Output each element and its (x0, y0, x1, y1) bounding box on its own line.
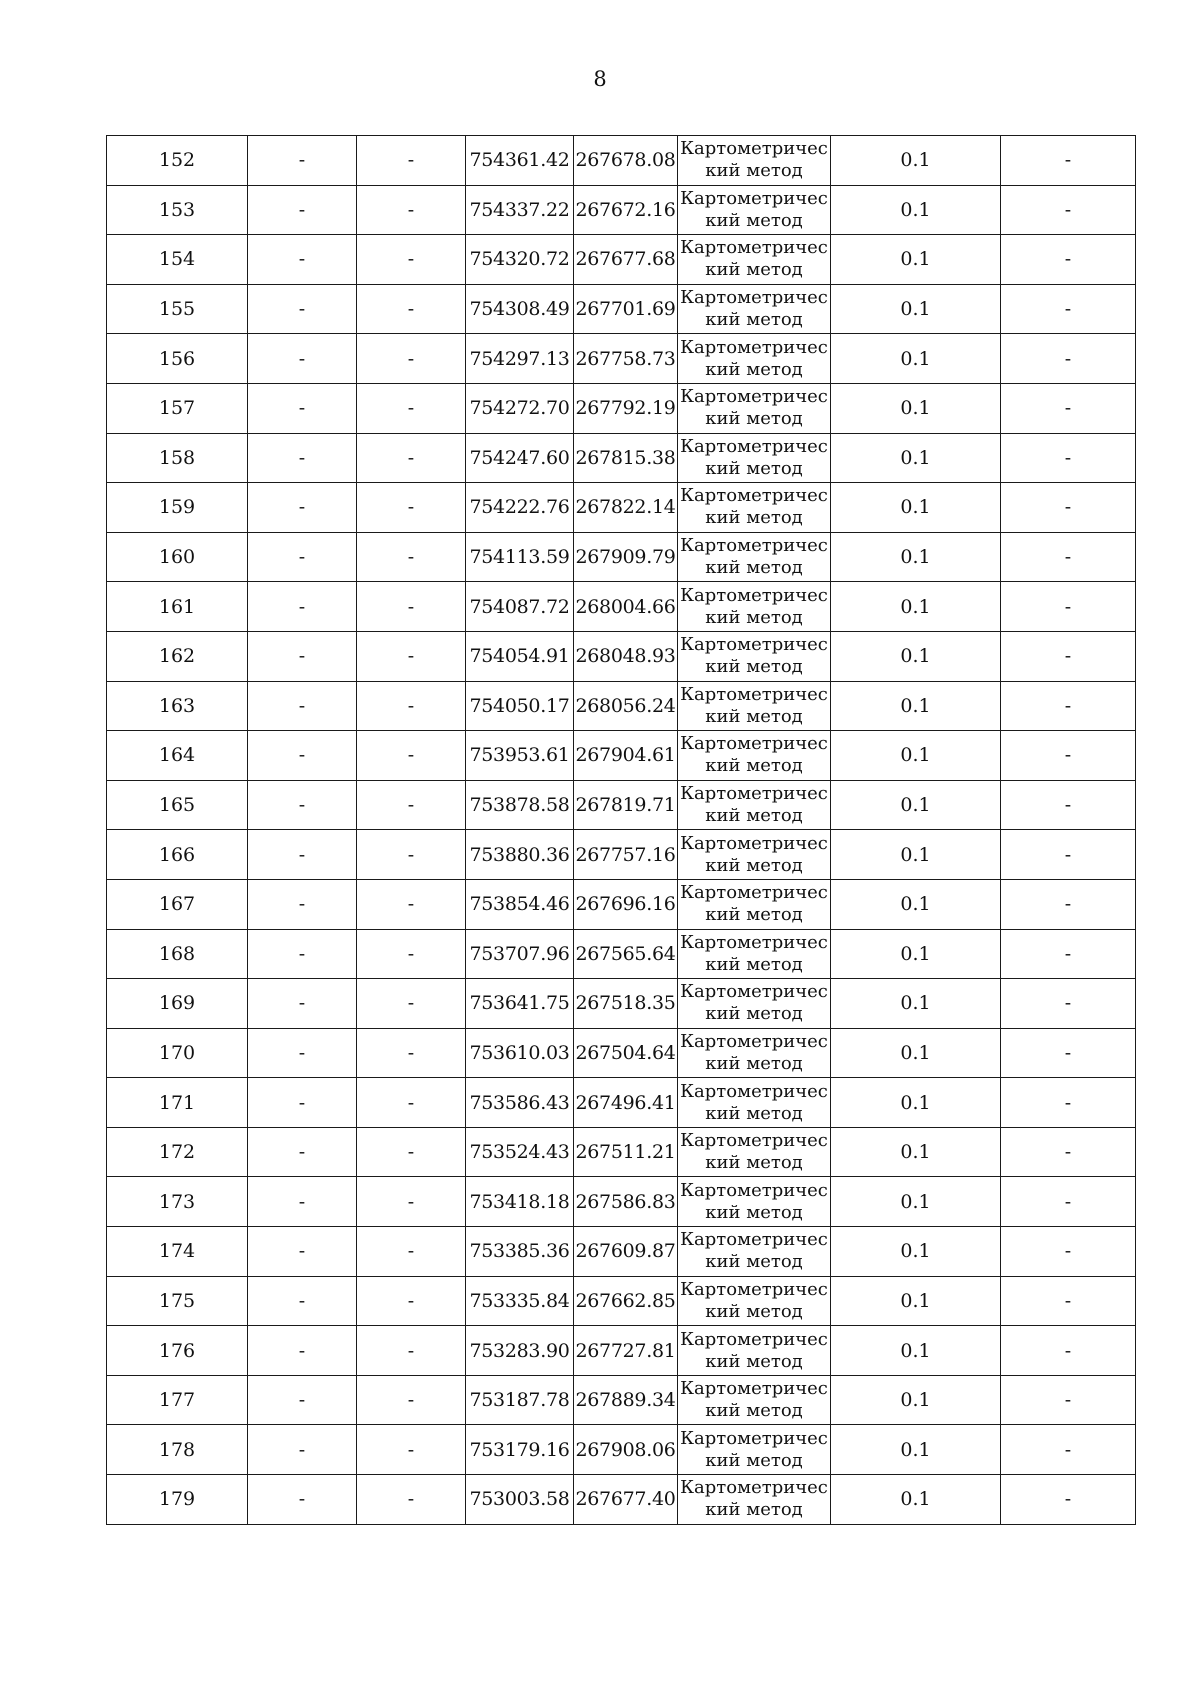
empty-value-cell: - (357, 235, 466, 285)
point-number-cell: 153 (107, 185, 248, 235)
accuracy-cell: 0.1 (831, 879, 1001, 929)
x-coordinate-cell: 753283.90 (466, 1326, 574, 1376)
x-coordinate-cell: 753878.58 (466, 780, 574, 830)
accuracy-cell: 0.1 (831, 1326, 1001, 1376)
x-coordinate-cell: 753003.58 (466, 1475, 574, 1525)
empty-value-cell: - (1001, 1078, 1136, 1128)
empty-value-cell: - (248, 1375, 357, 1425)
point-number-cell: 165 (107, 780, 248, 830)
method-cell: Картометрический метод (678, 1276, 831, 1326)
empty-value-cell: - (1001, 1475, 1136, 1525)
point-number-cell: 154 (107, 235, 248, 285)
method-cell: Картометрический метод (678, 284, 831, 334)
empty-value-cell: - (357, 1276, 466, 1326)
x-coordinate-cell: 753335.84 (466, 1276, 574, 1326)
empty-value-cell: - (248, 334, 357, 384)
point-number-cell: 166 (107, 830, 248, 880)
empty-value-cell: - (248, 1078, 357, 1128)
empty-value-cell: - (248, 532, 357, 582)
y-coordinate-cell: 267908.06 (574, 1425, 678, 1475)
method-cell: Картометрический метод (678, 929, 831, 979)
empty-value-cell: - (357, 185, 466, 235)
empty-value-cell: - (248, 1127, 357, 1177)
point-number-cell: 177 (107, 1375, 248, 1425)
empty-value-cell: - (357, 1078, 466, 1128)
x-coordinate-cell: 753586.43 (466, 1078, 574, 1128)
y-coordinate-cell: 267696.16 (574, 879, 678, 929)
accuracy-cell: 0.1 (831, 433, 1001, 483)
empty-value-cell: - (248, 1475, 357, 1525)
accuracy-cell: 0.1 (831, 235, 1001, 285)
accuracy-cell: 0.1 (831, 1276, 1001, 1326)
point-number-cell: 162 (107, 631, 248, 681)
empty-value-cell: - (1001, 235, 1136, 285)
method-cell: Картометрический метод (678, 1326, 831, 1376)
point-number-cell: 156 (107, 334, 248, 384)
x-coordinate-cell: 754308.49 (466, 284, 574, 334)
method-cell: Картометрический метод (678, 631, 831, 681)
table-row (107, 731, 1136, 781)
empty-value-cell: - (1001, 532, 1136, 582)
point-number-cell: 175 (107, 1276, 248, 1326)
point-number-cell: 152 (107, 136, 248, 186)
accuracy-cell: 0.1 (831, 1078, 1001, 1128)
accuracy-cell: 0.1 (831, 979, 1001, 1029)
empty-value-cell: - (1001, 483, 1136, 533)
accuracy-cell: 0.1 (831, 830, 1001, 880)
method-cell: Картометрический метод (678, 681, 831, 731)
empty-value-cell: - (357, 136, 466, 186)
accuracy-cell: 0.1 (831, 1177, 1001, 1227)
y-coordinate-cell: 267518.35 (574, 979, 678, 1029)
accuracy-cell: 0.1 (831, 284, 1001, 334)
point-number-cell: 172 (107, 1127, 248, 1177)
empty-value-cell: - (357, 1425, 466, 1475)
point-number-cell: 163 (107, 681, 248, 731)
table-row (107, 334, 1136, 384)
x-coordinate-cell: 753179.16 (466, 1425, 574, 1475)
method-cell: Картометрический метод (678, 136, 831, 186)
x-coordinate-cell: 754361.42 (466, 136, 574, 186)
point-number-cell: 178 (107, 1425, 248, 1475)
table-row (107, 1326, 1136, 1376)
empty-value-cell: - (248, 1326, 357, 1376)
table-row (107, 681, 1136, 731)
empty-value-cell: - (248, 1177, 357, 1227)
x-coordinate-cell: 754222.76 (466, 483, 574, 533)
empty-value-cell: - (357, 731, 466, 781)
empty-value-cell: - (1001, 1375, 1136, 1425)
empty-value-cell: - (1001, 929, 1136, 979)
accuracy-cell: 0.1 (831, 1475, 1001, 1525)
empty-value-cell: - (248, 1028, 357, 1078)
table-row (107, 582, 1136, 632)
empty-value-cell: - (357, 1475, 466, 1525)
empty-value-cell: - (1001, 383, 1136, 433)
point-number-cell: 169 (107, 979, 248, 1029)
accuracy-cell: 0.1 (831, 1425, 1001, 1475)
page-number: 8 (593, 67, 607, 91)
x-coordinate-cell: 754087.72 (466, 582, 574, 632)
y-coordinate-cell: 267609.87 (574, 1227, 678, 1277)
empty-value-cell: - (248, 731, 357, 781)
empty-value-cell: - (357, 631, 466, 681)
accuracy-cell: 0.1 (831, 582, 1001, 632)
accuracy-cell: 0.1 (831, 681, 1001, 731)
empty-value-cell: - (357, 1375, 466, 1425)
empty-value-cell: - (1001, 284, 1136, 334)
empty-value-cell: - (248, 780, 357, 830)
table-row (107, 235, 1136, 285)
empty-value-cell: - (1001, 1127, 1136, 1177)
table-row (107, 284, 1136, 334)
y-coordinate-cell: 267677.68 (574, 235, 678, 285)
y-coordinate-cell: 268048.93 (574, 631, 678, 681)
empty-value-cell: - (1001, 681, 1136, 731)
method-cell: Картометрический метод (678, 780, 831, 830)
empty-value-cell: - (357, 433, 466, 483)
x-coordinate-cell: 753953.61 (466, 731, 574, 781)
y-coordinate-cell: 267904.61 (574, 731, 678, 781)
table-row (107, 979, 1136, 1029)
table-row (107, 1276, 1136, 1326)
method-cell: Картометрический метод (678, 582, 831, 632)
x-coordinate-cell: 754113.59 (466, 532, 574, 582)
accuracy-cell: 0.1 (831, 631, 1001, 681)
y-coordinate-cell: 267504.64 (574, 1028, 678, 1078)
x-coordinate-cell: 753880.36 (466, 830, 574, 880)
table-row (107, 136, 1136, 186)
point-number-cell: 173 (107, 1177, 248, 1227)
table-row (107, 1127, 1136, 1177)
coordinates-table (106, 135, 1136, 1525)
x-coordinate-cell: 754272.70 (466, 383, 574, 433)
empty-value-cell: - (1001, 1227, 1136, 1277)
x-coordinate-cell: 754297.13 (466, 334, 574, 384)
empty-value-cell: - (248, 1227, 357, 1277)
accuracy-cell: 0.1 (831, 1227, 1001, 1277)
y-coordinate-cell: 267758.73 (574, 334, 678, 384)
point-number-cell: 171 (107, 1078, 248, 1128)
y-coordinate-cell: 267822.14 (574, 483, 678, 533)
accuracy-cell: 0.1 (831, 1127, 1001, 1177)
empty-value-cell: - (357, 929, 466, 979)
table-row (107, 532, 1136, 582)
table-row (107, 631, 1136, 681)
empty-value-cell: - (1001, 780, 1136, 830)
y-coordinate-cell: 267889.34 (574, 1375, 678, 1425)
method-cell: Картометрический метод (678, 830, 831, 880)
empty-value-cell: - (357, 582, 466, 632)
method-cell: Картометрический метод (678, 1227, 831, 1277)
x-coordinate-cell: 754320.72 (466, 235, 574, 285)
table-row (107, 1425, 1136, 1475)
y-coordinate-cell: 268056.24 (574, 681, 678, 731)
table-row (107, 1227, 1136, 1277)
empty-value-cell: - (357, 830, 466, 880)
table-row (107, 483, 1136, 533)
empty-value-cell: - (1001, 433, 1136, 483)
empty-value-cell: - (248, 185, 357, 235)
method-cell: Картометрический метод (678, 1177, 831, 1227)
y-coordinate-cell: 267678.08 (574, 136, 678, 186)
table-row (107, 1028, 1136, 1078)
table-row (107, 383, 1136, 433)
empty-value-cell: - (248, 879, 357, 929)
empty-value-cell: - (248, 483, 357, 533)
empty-value-cell: - (248, 284, 357, 334)
empty-value-cell: - (357, 1177, 466, 1227)
method-cell: Картометрический метод (678, 383, 831, 433)
method-cell: Картометрический метод (678, 483, 831, 533)
y-coordinate-cell: 267757.16 (574, 830, 678, 880)
empty-value-cell: - (1001, 979, 1136, 1029)
x-coordinate-cell: 753610.03 (466, 1028, 574, 1078)
point-number-cell: 164 (107, 731, 248, 781)
point-number-cell: 158 (107, 433, 248, 483)
table-row (107, 830, 1136, 880)
empty-value-cell: - (357, 780, 466, 830)
point-number-cell: 161 (107, 582, 248, 632)
point-number-cell: 167 (107, 879, 248, 929)
empty-value-cell: - (1001, 1028, 1136, 1078)
empty-value-cell: - (357, 483, 466, 533)
y-coordinate-cell: 267909.79 (574, 532, 678, 582)
table-row (107, 1078, 1136, 1128)
accuracy-cell: 0.1 (831, 185, 1001, 235)
empty-value-cell: - (357, 1326, 466, 1376)
point-number-cell: 168 (107, 929, 248, 979)
method-cell: Картометрический метод (678, 879, 831, 929)
empty-value-cell: - (248, 582, 357, 632)
empty-value-cell: - (357, 532, 466, 582)
empty-value-cell: - (248, 136, 357, 186)
accuracy-cell: 0.1 (831, 483, 1001, 533)
table-row (107, 185, 1136, 235)
point-number-cell: 160 (107, 532, 248, 582)
method-cell: Картометрический метод (678, 1028, 831, 1078)
empty-value-cell: - (248, 979, 357, 1029)
accuracy-cell: 0.1 (831, 136, 1001, 186)
method-cell: Картометрический метод (678, 1127, 831, 1177)
y-coordinate-cell: 267792.19 (574, 383, 678, 433)
method-cell: Картометрический метод (678, 731, 831, 781)
accuracy-cell: 0.1 (831, 1375, 1001, 1425)
empty-value-cell: - (1001, 334, 1136, 384)
y-coordinate-cell: 267672.16 (574, 185, 678, 235)
empty-value-cell: - (357, 284, 466, 334)
empty-value-cell: - (1001, 830, 1136, 880)
empty-value-cell: - (357, 681, 466, 731)
point-number-cell: 179 (107, 1475, 248, 1525)
table-row (107, 1475, 1136, 1525)
empty-value-cell: - (248, 433, 357, 483)
method-cell: Картометрический метод (678, 1078, 831, 1128)
y-coordinate-cell: 267496.41 (574, 1078, 678, 1128)
empty-value-cell: - (248, 631, 357, 681)
empty-value-cell: - (248, 235, 357, 285)
x-coordinate-cell: 754054.91 (466, 631, 574, 681)
point-number-cell: 159 (107, 483, 248, 533)
method-cell: Картометрический метод (678, 1475, 831, 1525)
empty-value-cell: - (248, 830, 357, 880)
accuracy-cell: 0.1 (831, 929, 1001, 979)
accuracy-cell: 0.1 (831, 532, 1001, 582)
y-coordinate-cell: 267819.71 (574, 780, 678, 830)
empty-value-cell: - (248, 929, 357, 979)
method-cell: Картометрический метод (678, 185, 831, 235)
empty-value-cell: - (1001, 731, 1136, 781)
empty-value-cell: - (248, 1425, 357, 1475)
y-coordinate-cell: 267662.85 (574, 1276, 678, 1326)
y-coordinate-cell: 267511.21 (574, 1127, 678, 1177)
empty-value-cell: - (1001, 136, 1136, 186)
empty-value-cell: - (357, 879, 466, 929)
x-coordinate-cell: 753707.96 (466, 929, 574, 979)
y-coordinate-cell: 267727.81 (574, 1326, 678, 1376)
x-coordinate-cell: 753854.46 (466, 879, 574, 929)
empty-value-cell: - (1001, 582, 1136, 632)
table-row (107, 929, 1136, 979)
method-cell: Картометрический метод (678, 334, 831, 384)
y-coordinate-cell: 267815.38 (574, 433, 678, 483)
table-row (107, 1177, 1136, 1227)
empty-value-cell: - (357, 383, 466, 433)
empty-value-cell: - (1001, 1177, 1136, 1227)
y-coordinate-cell: 267677.40 (574, 1475, 678, 1525)
empty-value-cell: - (357, 334, 466, 384)
accuracy-cell: 0.1 (831, 731, 1001, 781)
y-coordinate-cell: 267565.64 (574, 929, 678, 979)
empty-value-cell: - (1001, 631, 1136, 681)
table-row (107, 1375, 1136, 1425)
x-coordinate-cell: 754050.17 (466, 681, 574, 731)
x-coordinate-cell: 753187.78 (466, 1375, 574, 1425)
table-row (107, 780, 1136, 830)
point-number-cell: 157 (107, 383, 248, 433)
empty-value-cell: - (1001, 185, 1136, 235)
x-coordinate-cell: 754247.60 (466, 433, 574, 483)
empty-value-cell: - (248, 1276, 357, 1326)
y-coordinate-cell: 268004.66 (574, 582, 678, 632)
y-coordinate-cell: 267586.83 (574, 1177, 678, 1227)
coordinates-table-body (107, 136, 1136, 1525)
empty-value-cell: - (357, 979, 466, 1029)
accuracy-cell: 0.1 (831, 780, 1001, 830)
accuracy-cell: 0.1 (831, 383, 1001, 433)
empty-value-cell: - (357, 1227, 466, 1277)
x-coordinate-cell: 753524.43 (466, 1127, 574, 1177)
x-coordinate-cell: 753418.18 (466, 1177, 574, 1227)
empty-value-cell: - (1001, 1276, 1136, 1326)
x-coordinate-cell: 753385.36 (466, 1227, 574, 1277)
empty-value-cell: - (357, 1028, 466, 1078)
point-number-cell: 174 (107, 1227, 248, 1277)
x-coordinate-cell: 754337.22 (466, 185, 574, 235)
point-number-cell: 176 (107, 1326, 248, 1376)
empty-value-cell: - (1001, 1326, 1136, 1376)
empty-value-cell: - (248, 681, 357, 731)
empty-value-cell: - (357, 1127, 466, 1177)
point-number-cell: 170 (107, 1028, 248, 1078)
x-coordinate-cell: 753641.75 (466, 979, 574, 1029)
y-coordinate-cell: 267701.69 (574, 284, 678, 334)
table-row (107, 879, 1136, 929)
method-cell: Картометрический метод (678, 433, 831, 483)
method-cell: Картометрический метод (678, 979, 831, 1029)
method-cell: Картометрический метод (678, 235, 831, 285)
empty-value-cell: - (1001, 879, 1136, 929)
accuracy-cell: 0.1 (831, 334, 1001, 384)
accuracy-cell: 0.1 (831, 1028, 1001, 1078)
method-cell: Картометрический метод (678, 532, 831, 582)
method-cell: Картометрический метод (678, 1375, 831, 1425)
empty-value-cell: - (1001, 1425, 1136, 1475)
table-row (107, 433, 1136, 483)
empty-value-cell: - (248, 383, 357, 433)
method-cell: Картометрический метод (678, 1425, 831, 1475)
point-number-cell: 155 (107, 284, 248, 334)
